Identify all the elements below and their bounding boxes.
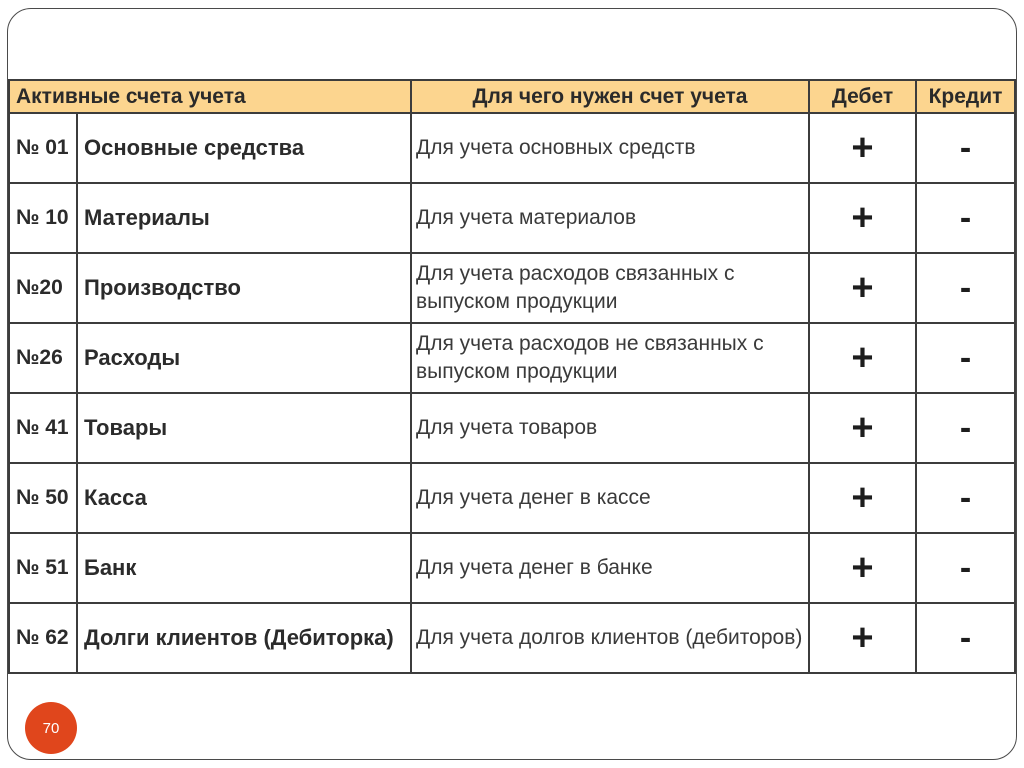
- debit-sign: +: [809, 323, 916, 393]
- account-purpose: Для учета основных средств: [411, 113, 809, 183]
- table-row: [9, 463, 1015, 533]
- accounts-table-wrapper: [8, 79, 1017, 674]
- table-row: [9, 253, 1015, 323]
- account-purpose: Для учета долгов клиентов (дебиторов): [411, 603, 809, 673]
- table-row: [9, 323, 1015, 393]
- debit-sign: +: [809, 603, 916, 673]
- table-row: [9, 113, 1015, 183]
- account-name: Производство: [77, 253, 411, 323]
- account-number: № 41: [9, 393, 77, 463]
- credit-sign: -: [916, 323, 1015, 393]
- debit-sign: +: [809, 253, 916, 323]
- credit-sign: -: [916, 533, 1015, 603]
- page-number-badge: 70: [25, 702, 77, 754]
- debit-sign: +: [809, 533, 916, 603]
- account-name: Основные средства: [77, 113, 411, 183]
- account-name: Банк: [77, 533, 411, 603]
- header-credit: Кредит: [916, 80, 1015, 113]
- account-number: № 50: [9, 463, 77, 533]
- account-number: № 01: [9, 113, 77, 183]
- table-header-row: [9, 80, 1015, 113]
- header-debit: Дебет: [809, 80, 916, 113]
- debit-sign: +: [809, 183, 916, 253]
- credit-sign: -: [916, 113, 1015, 183]
- account-purpose: Для учета денег в кассе: [411, 463, 809, 533]
- accounts-table: [8, 79, 1016, 674]
- account-name: Касса: [77, 463, 411, 533]
- account-purpose: Для учета материалов: [411, 183, 809, 253]
- account-number: № 51: [9, 533, 77, 603]
- credit-sign: -: [916, 253, 1015, 323]
- account-purpose: Для учета товаров: [411, 393, 809, 463]
- table-row: [9, 183, 1015, 253]
- table-row: [9, 533, 1015, 603]
- account-name: Расходы: [77, 323, 411, 393]
- account-purpose: Для учета денег в банке: [411, 533, 809, 603]
- credit-sign: -: [916, 463, 1015, 533]
- table-row: [9, 393, 1015, 463]
- debit-sign: +: [809, 113, 916, 183]
- table-row: [9, 603, 1015, 673]
- debit-sign: +: [809, 393, 916, 463]
- account-name: Долги клиентов (Дебиторка): [77, 603, 411, 673]
- account-name: Материалы: [77, 183, 411, 253]
- slide: [7, 8, 1017, 760]
- account-number: № 62: [9, 603, 77, 673]
- debit-sign: +: [809, 463, 916, 533]
- header-purpose: Для чего нужен счет учета: [411, 80, 809, 113]
- account-number: № 10: [9, 183, 77, 253]
- account-purpose: Для учета расходов связанных с выпуском продукции: [411, 253, 809, 323]
- account-name: Товары: [77, 393, 411, 463]
- account-number: №20: [9, 253, 77, 323]
- credit-sign: -: [916, 183, 1015, 253]
- account-number: №26: [9, 323, 77, 393]
- header-account: Активные счета учета: [9, 80, 411, 113]
- credit-sign: -: [916, 393, 1015, 463]
- account-purpose: Для учета расходов не связанных с выпуском продукции: [411, 323, 809, 393]
- credit-sign: -: [916, 603, 1015, 673]
